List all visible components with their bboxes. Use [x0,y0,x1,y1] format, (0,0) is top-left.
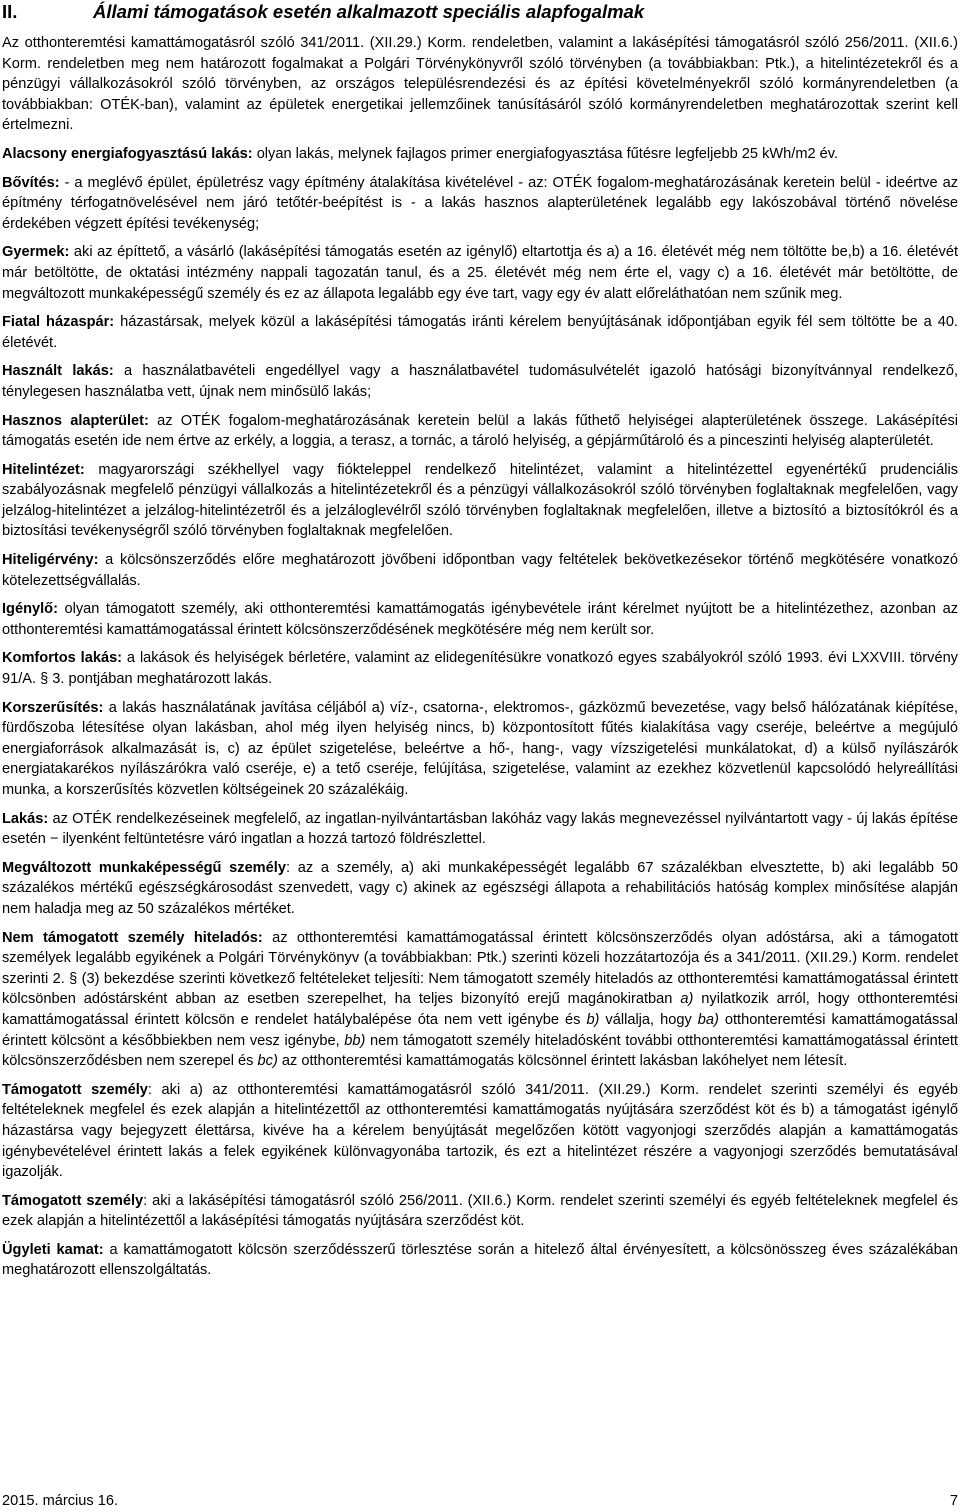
definition-text: : az a személy, a) aki munkaképességét legalább 67 százalékban elvesztette, b) aki legalább 50 százalékos mértékű egészségkárosodást szenvedett, vagy c) akinek az egészségi állapota a rehabilitációs hatóság komplex minősítése alapján nem haladja meg az 50 százalékos mértéket. [2,859,959,917]
definition-text: a kölcsönszerződés előre meghatározott jövőbeni időpontban vagy feltételek bekövetkezésekor történő megkötésére vonatkozó kötelezettségvállalás. [2,552,958,589]
definition-term: Megváltozott munkaképességű személy [2,859,286,876]
definition-text-segment: vállalja, hogy [599,1011,698,1028]
definition-text: házastársak, melyek közül a lakásépítési támogatás iránti kérelem benyújtásának időpontjában egyik fél sem töltötte be a 40. életévét. [2,314,958,351]
definition-term: Bővítés: [2,174,60,191]
definition-term: Hiteligérvény: [2,552,99,569]
definition-text-segment: b) [586,1011,600,1028]
definition-text-segment: a) [680,991,694,1008]
definition-paragraph [2,698,958,801]
definition-text-segment: nem támogatott személy hiteladósként további otthonteremtési kamattámogatással érintett kölcsönszerződésben nem szerepel és [2,1032,958,1070]
definition-text: - a meglévő épület, épületrész vagy építmény átalakítása kivételével - az: OTÉK fogalom-meghatározásának keretein belül - ideértve az építmény térfogatnövelésével nem járó tetőtér-beépítést is - a lakás hasznos alapterületének legalább egy lakószobával történő növelése érdekében végzett építési tevékenység; [2,174,958,232]
definition-term: Használt lakás: [2,363,114,380]
definition-text-segment: bb) [344,1032,366,1049]
definition-term: Ügyleti kamat: [2,1241,104,1258]
definition-paragraph [2,361,958,402]
definition-text: a lakások és helyiségek bérletére, valamint az elidegenítésükre vonatkozó egyes szabályokról szóló 1993. évi LXXVIII. törvény 91/A. § 3. pontjában meghatározott lakás. [2,650,958,688]
definition-text: a kamattámogatott kölcsön szerződésszerű törlesztése során a hitelező által érvényesített, a kölcsönösszeg éves százalékában meghatározott ellenszolgáltatás. [2,1241,958,1279]
definition-text-segment: otthonteremtési kamattámogatással érintett kölcsönt a későbbiekben nem vesz igénybe, [2,1011,958,1049]
definition-paragraph [2,809,958,850]
definition-paragraph [2,599,958,640]
definition-paragraph [2,460,958,542]
definition-text: az OTÉK fogalom-meghatározásának keretein belül a lakás fűthető helyiségei alapterületének összege. Lakásépítési támogatás esetén ide nem értve az erkély, a loggia, a terasz, a tornác, a tároló helyiség, a gépjárműtároló és a pinceszinti helyiség alapterületét. [2,412,959,450]
definition-term: Komfortos lakás: [2,650,123,667]
definition-paragraph [2,550,958,591]
definition-term: Támogatott személy [2,1192,144,1209]
definition-text: olyan lakás, melynek fajlagos primer energiafogyasztása fűtésre legfeljebb 25 kWh/m2 év. [252,145,839,162]
definition-term: Igénylő: [2,601,58,618]
definition-term: Fiatal házaspár: [2,314,115,331]
definition-paragraph [2,411,958,452]
section-heading [2,0,958,24]
definition-term: Hitelintézet: [2,461,85,478]
definition-term: Lakás: [2,810,49,827]
definition-term: Korszerűsítés: [2,699,104,716]
intro-paragraph: Az otthonteremtési kamattámogatásról szóló 341/2011. (XII.29.) Korm. rendeletben, valamint a lakásépítési támogatásról szóló 256/2011. (XII.6.) Korm. rendeletben meg nem határozott fogalmakat a Polgári Törvénykönyvről szóló törvényben (a továbbiakban: Ptk.), a hitelintézetekről és a pénzügyi vállalkozásokról szóló törvényben, az országos településrendezési és az építési követelményekről szóló kormányrendeletben (a továbbiakban: OTÉK-ban), valamint az épületek energetikai jellemzőinek tanúsításáról szóló kormányrendeletben meghatározottak szerint kell értelmezni. [2,35,958,134]
definition-text-segment: bc) [257,1053,278,1070]
section-number: II. [2,1,18,22]
definition-paragraph [2,242,958,304]
definition-text: olyan támogatott személy, aki otthonteremtési kamattámogatás igénybevétele iránt kérelmet nyújtott be a hitelintézethez, azonban az otthonteremtési kamattámogatással érintett kölcsönszerződésének megkötésére még nem került sor. [2,601,958,638]
definition-term: Gyermek: [2,244,70,261]
definition-text-segment: ba) [697,1011,719,1028]
definition-paragraph [2,1191,958,1232]
definition-text-segment: az otthonteremtési kamattámogatás kölcsönnel érintett lakásban lakóhelyet nem létesít. [277,1053,848,1070]
definition-text: aki az építtető, a vásárló (lakásépítési támogatás esetén az igénylő) eltartottja és a) a 16. életévét még nem töltötte be,b) a 16. életévét már betöltötte, de oktatási intézmény nappali tagozatán tanul, és a 25. életévét még nem érte el, vagy c) a 16. életévét már betöltötte, de megváltozott munkaképességű személy és ez az állapota legalább egy éve tart, vagy egy év alatt előreláthatóan nem szűnik meg. [2,244,958,302]
definition-paragraph [2,1080,958,1183]
definition-paragraph [2,648,958,689]
definition-text-segment: nyilatkozik arról, hogy otthonteremtési kamattámogatással érintett kölcsön e rendelet hatálybalépése óta nem vett igénybe és [2,991,958,1028]
page-footer [2,1490,958,1512]
definition-text: az OTÉK rendelkezéseinek megfelelő, az ingatlan-nyilvántartásban lakóház vagy lakás megnevezéssel nyilvántartott vagy - új lakás építése esetén − ilyenként feltüntetésre váró ingatlan a hozzá tartozó földrészlettel. [2,810,958,848]
page-number: 7 [949,1493,958,1509]
definitions-list [2,144,958,1281]
definition-text-segment: az otthonteremtési kamattámogatással érintett kölcsönszerződés olyan adóstársa, aki a támogatott személyek legalább egyikének a Polgári Törvénykönyv (a továbbiakban: Ptk.) szerinti közeli hozzátartozója és a 341/2011. (XII.29.) Korm. rendelet szerinti 2. § (3) bekezdése szerinti következő feltételeket teljesíti: Nem támogatott személy hiteladós az otthonteremtési kamattámogatással érintett kölcsönben adóstársként abban az esetben szerepelhet, ha teljes bizonyító erejű magánokiratban [2,929,958,1008]
definition-term: Nem támogatott személy hiteladós: [2,929,263,946]
definition-text: a lakás használatának javítása céljából a) víz-, csatorna-, elektromos-, gázközmű bevezetése, vagy belső hálózatának kiépítése, fürdőszoba létesítése olyan lakásban, ahol még ilyen helyiség nincs, b) központosított fűtés kialakítása vagy cseréje, beleértve a megújuló energiaforrások alkalmazását is, c) az épület szigetelése, beleértve a hő-, hang-, vagy vízszigetelési munkálatokat, d) a külső nyílászárók energiatakarékos nyílászárókra való cseréje, e) a tető cseréje, felújítása, szigetelése, valamint az ezekhez közvetlenül kapcsolódó helyreállítási munka, a korszerűsítés közvetlen költségeinek 20 százalékáig. [2,699,958,798]
footer-date: 2015. március 16. [2,1493,119,1509]
definition-term: Alacsony energiafogyasztású lakás: [2,145,253,162]
definition-paragraph [2,1240,958,1281]
definition-paragraph [2,144,958,165]
definition-text: magyarországi székhellyel vagy fiókteleppel rendelkező hitelintézet, valamint a hitelintézettel egyenértékű prudenciális szabályozásnak megfelelő pénzügyi vállalkozás a hitelintézetekről és a pénzügyi vállalkozásokról szóló törvényben foglaltaknak megfelelően, vagy jelzálog-hitelintézet a jelzálog-hitelintézetről és a jelzáloglevélről szóló törvényben foglaltaknak megfelelően, illetve a biztosító a biztosítókról és a biztosítási tevékenységről szóló törvényben foglaltaknak megfelelően. [2,461,958,540]
definition-term: Hasznos alapterület: [2,412,149,429]
definition-paragraph [2,173,958,235]
definition-paragraph [2,312,958,353]
definition-text: : aki a lakásépítési támogatásról szóló 256/2011. (XII.6.) Korm. rendelet szerinti személyi és egyéb feltételeknek megfelel és ezek alapján a hitelintézettől a lakásépítési támogatás nyújtására szerződést köt. [2,1192,958,1230]
section-title: Állami támogatások esetén alkalmazott speciális alapfogalmak [93,1,645,22]
definition-text: a használatbavételi engedéllyel vagy a használatbavétel tudomásulvételét igazoló hatósági bizonyítvánnyal rendelkező, ténylegesen használatba vett, újnak nem minősülő lakás; [2,363,958,400]
definition-term: Támogatott személy [2,1081,148,1098]
definition-paragraph [2,858,958,920]
definition-paragraph [2,928,958,1072]
definition-text: : aki a) az otthonteremtési kamattámogatásról szóló 341/2011. (XII.29.) Korm. rendelet szerinti személyi és egyéb feltételeknek megfelel és ezek alapján a hitelintézettől az otthonteremtési kamattámogatás nyújtására szerződést köt és b) a támogatást igénylő házastársa vagy bejegyzett élettársa, kivéve ha a kérelem benyújtását megelőzően kötött vagyonjogi szerződés alapján a kamattámogatás igénybevételével érintett lakás a felek egyikének különvagyonába tartozik, és ezt a hitelintézet részére a vagyonjogi szerződés bemutatásával igazolják. [2,1081,959,1181]
